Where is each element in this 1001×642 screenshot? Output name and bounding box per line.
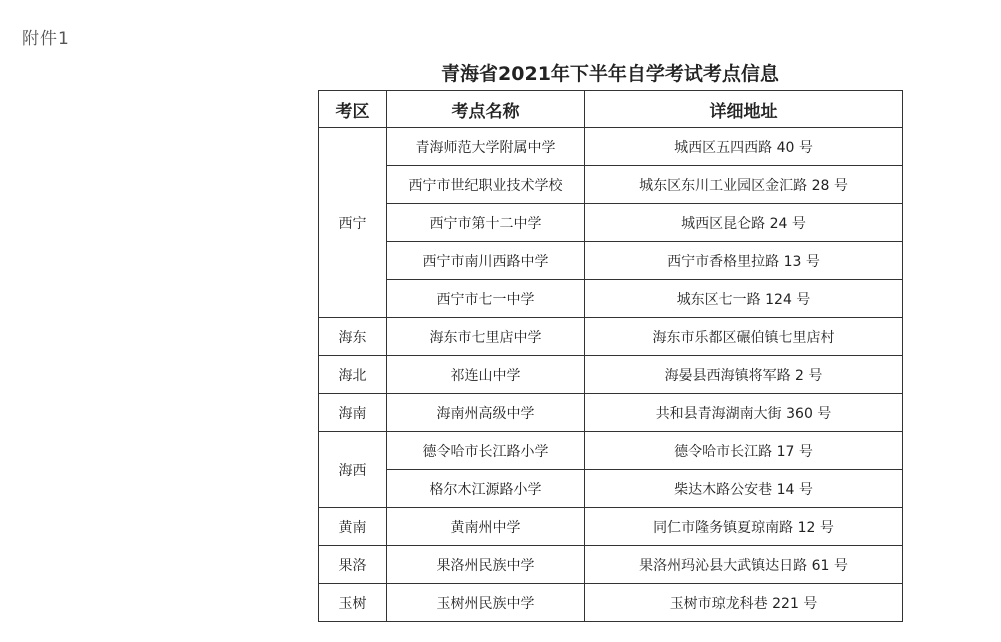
table-row bbox=[319, 318, 903, 356]
site-name-cell: 德令哈市长江路小学 bbox=[387, 432, 585, 470]
region-cell: 海西 bbox=[319, 432, 387, 508]
site-name-cell: 西宁市世纪职业技术学校 bbox=[387, 166, 585, 204]
address-cell: 共和县青海湖南大街 360 号 bbox=[585, 394, 903, 432]
address-cell: 德令哈市长江路 17 号 bbox=[585, 432, 903, 470]
table-row bbox=[319, 394, 903, 432]
site-name-cell: 格尔木江源路小学 bbox=[387, 470, 585, 508]
address-cell: 柴达木路公安巷 14 号 bbox=[585, 470, 903, 508]
table-row bbox=[319, 546, 903, 584]
table-row bbox=[319, 470, 903, 508]
table-row bbox=[319, 432, 903, 470]
attachment-label: 附件1 bbox=[22, 29, 70, 49]
address-cell: 城西区昆仑路 24 号 bbox=[585, 204, 903, 242]
table-row bbox=[319, 280, 903, 318]
exam-sites-table bbox=[318, 90, 903, 622]
address-cell: 西宁市香格里拉路 13 号 bbox=[585, 242, 903, 280]
table-row bbox=[319, 356, 903, 394]
region-cell: 玉树 bbox=[319, 584, 387, 622]
region-cell: 黄南 bbox=[319, 508, 387, 546]
address-cell: 城东区七一路 124 号 bbox=[585, 280, 903, 318]
table-row bbox=[319, 508, 903, 546]
table-row bbox=[319, 242, 903, 280]
table-row bbox=[319, 204, 903, 242]
region-cell: 西宁 bbox=[319, 128, 387, 318]
address-cell: 海晏县西海镇将军路 2 号 bbox=[585, 356, 903, 394]
site-name-cell: 西宁市南川西路中学 bbox=[387, 242, 585, 280]
address-cell: 城西区五四西路 40 号 bbox=[585, 128, 903, 166]
address-cell: 城东区东川工业园区金汇路 28 号 bbox=[585, 166, 903, 204]
site-name-cell: 黄南州中学 bbox=[387, 508, 585, 546]
table-row bbox=[319, 128, 903, 166]
site-name-cell: 西宁市第十二中学 bbox=[387, 204, 585, 242]
header-address: 详细地址 bbox=[585, 91, 903, 128]
site-name-cell: 海南州高级中学 bbox=[387, 394, 585, 432]
header-region: 考区 bbox=[319, 91, 387, 128]
site-name-cell: 祁连山中学 bbox=[387, 356, 585, 394]
site-name-cell: 玉树州民族中学 bbox=[387, 584, 585, 622]
site-name-cell: 果洛州民族中学 bbox=[387, 546, 585, 584]
region-cell: 海南 bbox=[319, 394, 387, 432]
table-row bbox=[319, 166, 903, 204]
header-site-name: 考点名称 bbox=[387, 91, 585, 128]
table-row bbox=[319, 584, 903, 622]
address-cell: 玉树市琼龙科巷 221 号 bbox=[585, 584, 903, 622]
address-cell: 同仁市隆务镇夏琼南路 12 号 bbox=[585, 508, 903, 546]
site-name-cell: 海东市七里店中学 bbox=[387, 318, 585, 356]
table-header-row bbox=[319, 91, 903, 128]
site-name-cell: 西宁市七一中学 bbox=[387, 280, 585, 318]
region-cell: 海北 bbox=[319, 356, 387, 394]
site-name-cell: 青海师范大学附属中学 bbox=[387, 128, 585, 166]
address-cell: 果洛州玛沁县大武镇达日路 61 号 bbox=[585, 546, 903, 584]
address-cell: 海东市乐都区碾伯镇七里店村 bbox=[585, 318, 903, 356]
region-cell: 海东 bbox=[319, 318, 387, 356]
region-cell: 果洛 bbox=[319, 546, 387, 584]
document-title: 青海省2021年下半年自学考试考点信息 bbox=[441, 63, 779, 85]
